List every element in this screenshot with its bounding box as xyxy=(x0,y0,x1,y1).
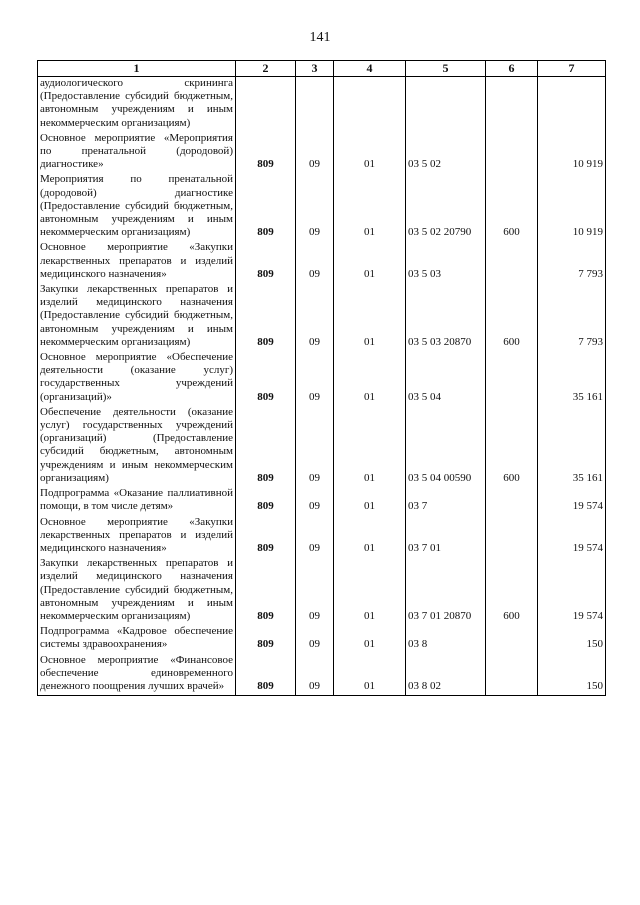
cell-section: 09 xyxy=(296,625,334,653)
cell-section: 09 xyxy=(296,351,334,406)
cell-ministry-code xyxy=(236,77,296,132)
cell-ministry-code: 809 xyxy=(236,654,296,696)
cell-target-article: 03 5 04 00590 xyxy=(406,406,486,487)
cell-expense-type xyxy=(486,351,538,406)
cell-expense-type: 600 xyxy=(486,557,538,625)
cell-section: 09 xyxy=(296,557,334,625)
cell-target-article: 03 5 04 xyxy=(406,351,486,406)
cell-subsection: 01 xyxy=(334,557,406,625)
cell-target-article: 03 8 02 xyxy=(406,654,486,696)
row-description: Мероприятия по пренатальной (дородовой) диагностике (Предоставление субсидий бюджетным, автономным учреждениям и иным некоммерческим организациям) xyxy=(38,173,236,241)
column-header: 3 xyxy=(296,61,334,77)
cell-subsection: 01 xyxy=(334,654,406,696)
cell-ministry-code: 809 xyxy=(236,406,296,487)
row-description: Основное мероприятие «Закупки лекарственных препаратов и изделий медицинского назначения» xyxy=(38,516,236,558)
cell-amount xyxy=(538,77,606,132)
cell-ministry-code: 809 xyxy=(236,557,296,625)
cell-target-article: 03 5 02 20790 xyxy=(406,173,486,241)
cell-section: 09 xyxy=(296,241,334,283)
budget-table xyxy=(37,60,606,696)
cell-expense-type xyxy=(486,132,538,174)
row-description: Основное мероприятие «Финансовое обеспечение единовременного денежного поощрения лучших врачей» xyxy=(38,654,236,696)
cell-expense-type xyxy=(486,77,538,132)
cell-target-article: 03 7 01 20870 xyxy=(406,557,486,625)
table-row xyxy=(38,625,606,653)
cell-amount: 10 919 xyxy=(538,173,606,241)
row-description: Основное мероприятие «Мероприятия по пренатальной (дородовой) диагностике» xyxy=(38,132,236,174)
cell-ministry-code: 809 xyxy=(236,132,296,174)
table-row xyxy=(38,77,606,132)
cell-expense-type xyxy=(486,625,538,653)
cell-section: 09 xyxy=(296,283,334,351)
table-row xyxy=(38,283,606,351)
cell-amount: 19 574 xyxy=(538,516,606,558)
table-row xyxy=(38,516,606,558)
column-header: 4 xyxy=(334,61,406,77)
cell-subsection: 01 xyxy=(334,283,406,351)
cell-target-article: 03 5 03 20870 xyxy=(406,283,486,351)
cell-expense-type: 600 xyxy=(486,283,538,351)
column-header: 1 xyxy=(38,61,236,77)
cell-section: 09 xyxy=(296,487,334,515)
cell-subsection: 01 xyxy=(334,351,406,406)
table-row xyxy=(38,173,606,241)
cell-subsection: 01 xyxy=(334,132,406,174)
cell-amount: 35 161 xyxy=(538,406,606,487)
page-number: 141 xyxy=(309,30,331,45)
table-row xyxy=(38,406,606,487)
row-description: аудиологического скрининга (Предоставление субсидий бюджетным, автономным учреждениям и иным некоммерческим организациям) xyxy=(38,77,236,132)
cell-subsection: 01 xyxy=(334,516,406,558)
cell-amount: 7 793 xyxy=(538,241,606,283)
cell-target-article: 03 5 02 xyxy=(406,132,486,174)
cell-subsection: 01 xyxy=(334,487,406,515)
cell-subsection xyxy=(334,77,406,132)
cell-section: 09 xyxy=(296,132,334,174)
table-row xyxy=(38,132,606,174)
cell-subsection: 01 xyxy=(334,173,406,241)
cell-section: 09 xyxy=(296,406,334,487)
table-row xyxy=(38,654,606,696)
cell-subsection: 01 xyxy=(334,406,406,487)
cell-amount: 150 xyxy=(538,654,606,696)
row-description: Основное мероприятие «Закупки лекарственных препаратов и изделий медицинского назначения» xyxy=(38,241,236,283)
cell-amount: 35 161 xyxy=(538,351,606,406)
cell-target-article: 03 8 xyxy=(406,625,486,653)
cell-section: 09 xyxy=(296,173,334,241)
cell-ministry-code: 809 xyxy=(236,241,296,283)
cell-section xyxy=(296,77,334,132)
cell-target-article: 03 5 03 xyxy=(406,241,486,283)
cell-target-article xyxy=(406,77,486,132)
cell-amount: 7 793 xyxy=(538,283,606,351)
table-row xyxy=(38,557,606,625)
cell-amount: 10 919 xyxy=(538,132,606,174)
cell-section: 09 xyxy=(296,516,334,558)
row-description: Подпрограмма «Оказание паллиативной помощи, в том числе детям» xyxy=(38,487,236,515)
table-row xyxy=(38,351,606,406)
column-header: 6 xyxy=(486,61,538,77)
cell-amount: 19 574 xyxy=(538,557,606,625)
cell-ministry-code: 809 xyxy=(236,173,296,241)
cell-ministry-code: 809 xyxy=(236,487,296,515)
cell-expense-type xyxy=(486,654,538,696)
cell-section: 09 xyxy=(296,654,334,696)
row-description: Обеспечение деятельности (оказание услуг) государственных учреждений (организаций) (Предоставление субсидий бюджетным, автономным учреждениям и иным некоммерческим организациям) xyxy=(38,406,236,487)
table-row xyxy=(38,241,606,283)
row-description: Закупки лекарственных препаратов и изделий медицинского назначения (Предоставление субсидий бюджетным, автономным учреждениям и иным некоммерческим организациям) xyxy=(38,283,236,351)
cell-subsection: 01 xyxy=(334,241,406,283)
cell-expense-type xyxy=(486,241,538,283)
cell-amount: 19 574 xyxy=(538,487,606,515)
cell-ministry-code: 809 xyxy=(236,625,296,653)
cell-subsection: 01 xyxy=(334,625,406,653)
header-row xyxy=(38,61,606,77)
column-header: 2 xyxy=(236,61,296,77)
cell-target-article: 03 7 xyxy=(406,487,486,515)
row-description: Основное мероприятие «Обеспечение деятельности (оказание услуг) государственных учреждений (организаций)» xyxy=(38,351,236,406)
row-description: Закупки лекарственных препаратов и изделий медицинского назначения (Предоставление субсидий бюджетным, автономным учреждениям и иным некоммерческим организациям) xyxy=(38,557,236,625)
cell-target-article: 03 7 01 xyxy=(406,516,486,558)
cell-ministry-code: 809 xyxy=(236,351,296,406)
cell-expense-type: 600 xyxy=(486,173,538,241)
column-header: 7 xyxy=(538,61,606,77)
cell-expense-type xyxy=(486,516,538,558)
cell-expense-type: 600 xyxy=(486,406,538,487)
cell-expense-type xyxy=(486,487,538,515)
cell-amount: 150 xyxy=(538,625,606,653)
row-description: Подпрограмма «Кадровое обеспечение системы здравоохранения» xyxy=(38,625,236,653)
cell-ministry-code: 809 xyxy=(236,283,296,351)
table-row xyxy=(38,487,606,515)
cell-ministry-code: 809 xyxy=(236,516,296,558)
column-header: 5 xyxy=(406,61,486,77)
